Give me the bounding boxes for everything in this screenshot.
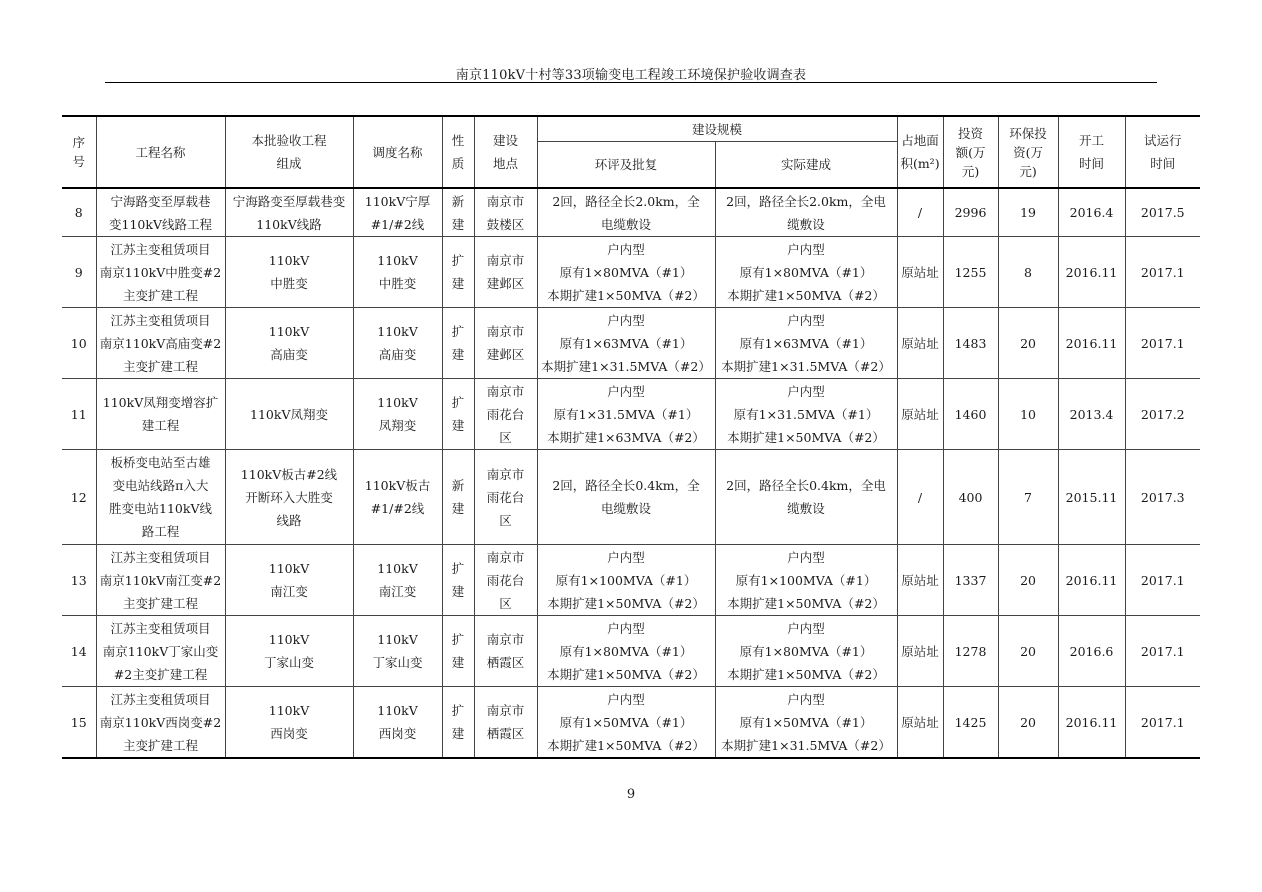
cell-scale-eia: 户内型 原有1×80MVA（#1） 本期扩建1×50MVA（#2） — [537, 616, 715, 687]
cell-investment: 1425 — [943, 687, 998, 759]
cell-location: 南京市 雨花台 区 — [474, 379, 537, 450]
header-location: 建设 地点 — [474, 116, 537, 188]
cell-location: 南京市 雨花台 区 — [474, 450, 537, 545]
header-trial-run: 试运行 时间 — [1125, 116, 1200, 188]
cell-scale-actual: 2回，路径全长2.0km，全电 缆敷设 — [715, 188, 897, 237]
cell-location: 南京市 雨花台 区 — [474, 545, 537, 616]
cell-scale-eia: 户内型 原有1×31.5MVA（#1） 本期扩建1×63MVA（#2） — [537, 379, 715, 450]
cell-scale-actual: 户内型 原有1×50MVA（#1） 本期扩建1×31.5MVA（#2） — [715, 687, 897, 759]
cell-land-area: 原站址 — [897, 379, 943, 450]
cell-composition: 110kV 丁家山变 — [225, 616, 353, 687]
cell-composition: 110kV 高庙变 — [225, 308, 353, 379]
cell-env-investment: 19 — [998, 188, 1058, 237]
cell-project-name: 板桥变电站至古雄 变电站线路π入大 胜变电站110kV线 路工程 — [96, 450, 225, 545]
cell-dispatch-name: 110kV 南江变 — [353, 545, 442, 616]
cell-land-area: 原站址 — [897, 308, 943, 379]
cell-seq: 8 — [62, 188, 96, 237]
table-row — [62, 379, 1200, 450]
cell-composition: 110kV 南江变 — [225, 545, 353, 616]
header-dispatch-name: 调度名称 — [353, 116, 442, 188]
cell-start: 2016.11 — [1058, 308, 1125, 379]
cell-nature: 新 建 — [442, 450, 474, 545]
cell-location: 南京市 栖霞区 — [474, 616, 537, 687]
cell-env-investment: 20 — [998, 308, 1058, 379]
cell-nature: 扩 建 — [442, 308, 474, 379]
cell-land-area: / — [897, 450, 943, 545]
cell-trial-run: 2017.2 — [1125, 379, 1200, 450]
cell-composition: 宁海路变至厚载巷变 110kV线路 — [225, 188, 353, 237]
cell-start: 2016.11 — [1058, 545, 1125, 616]
cell-env-investment: 10 — [998, 379, 1058, 450]
cell-trial-run: 2017.1 — [1125, 616, 1200, 687]
page-number: 9 — [626, 787, 636, 802]
cell-seq: 11 — [62, 379, 96, 450]
header-scale: 建设规模 — [537, 116, 897, 142]
header-scale-eia: 环评及批复 — [537, 142, 715, 189]
cell-nature: 扩 建 — [442, 545, 474, 616]
cell-project-name: 江苏主变租赁项目 南京110kV丁家山变 #2主变扩建工程 — [96, 616, 225, 687]
cell-project-name: 江苏主变租赁项目 南京110kV西岗变#2 主变扩建工程 — [96, 687, 225, 759]
header-seq: 序 号 — [62, 116, 96, 188]
cell-env-investment: 7 — [998, 450, 1058, 545]
cell-location: 南京市 鼓楼区 — [474, 188, 537, 237]
cell-scale-actual: 户内型 原有1×31.5MVA（#1） 本期扩建1×50MVA（#2） — [715, 379, 897, 450]
cell-composition: 110kV 西岗变 — [225, 687, 353, 759]
cell-seq: 14 — [62, 616, 96, 687]
table-header — [62, 116, 1200, 188]
cell-trial-run: 2017.1 — [1125, 308, 1200, 379]
cell-investment: 400 — [943, 450, 998, 545]
header-nature: 性 质 — [442, 116, 474, 188]
cell-nature: 扩 建 — [442, 687, 474, 759]
cell-investment: 2996 — [943, 188, 998, 237]
cell-nature: 扩 建 — [442, 616, 474, 687]
cell-location: 南京市 建邺区 — [474, 237, 537, 308]
cell-env-investment: 20 — [998, 545, 1058, 616]
table-row — [62, 237, 1200, 308]
cell-location: 南京市 栖霞区 — [474, 687, 537, 759]
cell-start: 2016.11 — [1058, 687, 1125, 759]
cell-trial-run: 2017.3 — [1125, 450, 1200, 545]
cell-scale-eia: 户内型 原有1×100MVA（#1） 本期扩建1×50MVA（#2） — [537, 545, 715, 616]
table-row — [62, 188, 1200, 237]
cell-project-name: 江苏主变租赁项目 南京110kV中胜变#2 主变扩建工程 — [96, 237, 225, 308]
cell-env-investment: 8 — [998, 237, 1058, 308]
table-row — [62, 450, 1200, 545]
cell-investment: 1337 — [943, 545, 998, 616]
cell-land-area: 原站址 — [897, 616, 943, 687]
cell-seq: 9 — [62, 237, 96, 308]
table-row — [62, 687, 1200, 759]
cell-trial-run: 2017.5 — [1125, 188, 1200, 237]
header-composition: 本批验收工程 组成 — [225, 116, 353, 188]
cell-project-name: 110kV凤翔变增容扩 建工程 — [96, 379, 225, 450]
cell-start: 2015.11 — [1058, 450, 1125, 545]
cell-scale-actual: 户内型 原有1×100MVA（#1） 本期扩建1×50MVA（#2） — [715, 545, 897, 616]
table-row — [62, 308, 1200, 379]
cell-start: 2016.6 — [1058, 616, 1125, 687]
cell-project-name: 宁海路变至厚载巷 变110kV线路工程 — [96, 188, 225, 237]
cell-env-investment: 20 — [998, 616, 1058, 687]
header-investment: 投资 额(万 元) — [943, 116, 998, 188]
cell-dispatch-name: 110kV 丁家山变 — [353, 616, 442, 687]
cell-composition: 110kV 中胜变 — [225, 237, 353, 308]
cell-land-area: / — [897, 188, 943, 237]
cell-investment: 1460 — [943, 379, 998, 450]
cell-scale-actual: 户内型 原有1×80MVA（#1） 本期扩建1×50MVA（#2） — [715, 616, 897, 687]
cell-scale-eia: 户内型 原有1×80MVA（#1） 本期扩建1×50MVA（#2） — [537, 237, 715, 308]
cell-land-area: 原站址 — [897, 687, 943, 759]
cell-dispatch-name: 110kV 中胜变 — [353, 237, 442, 308]
cell-project-name: 江苏主变租赁项目 南京110kV南江变#2 主变扩建工程 — [96, 545, 225, 616]
cell-composition: 110kV凤翔变 — [225, 379, 353, 450]
cell-scale-actual: 2回，路径全长0.4km，全电 缆敷设 — [715, 450, 897, 545]
cell-scale-eia: 户内型 原有1×50MVA（#1） 本期扩建1×50MVA（#2） — [537, 687, 715, 759]
cell-seq: 15 — [62, 687, 96, 759]
cell-composition: 110kV板古#2线 开断环入大胜变 线路 — [225, 450, 353, 545]
cell-trial-run: 2017.1 — [1125, 687, 1200, 759]
cell-land-area: 原站址 — [897, 237, 943, 308]
header-rule — [105, 82, 1157, 83]
table-body — [62, 188, 1200, 758]
cell-nature: 扩 建 — [442, 237, 474, 308]
cell-env-investment: 20 — [998, 687, 1058, 759]
cell-dispatch-name: 110kV 高庙变 — [353, 308, 442, 379]
cell-trial-run: 2017.1 — [1125, 545, 1200, 616]
header-project-name: 工程名称 — [96, 116, 225, 188]
cell-scale-eia: 户内型 原有1×63MVA（#1） 本期扩建1×31.5MVA（#2） — [537, 308, 715, 379]
cell-start: 2013.4 — [1058, 379, 1125, 450]
header-start: 开工 时间 — [1058, 116, 1125, 188]
header-scale-actual: 实际建成 — [715, 142, 897, 189]
cell-seq: 13 — [62, 545, 96, 616]
header-land-area: 占地面 积(m²) — [897, 116, 943, 188]
running-header: 南京110kV十村等33项输变电工程竣工环境保护验收调查表 — [455, 68, 807, 83]
cell-dispatch-name: 110kV板古 #1/#2线 — [353, 450, 442, 545]
cell-scale-actual: 户内型 原有1×80MVA（#1） 本期扩建1×50MVA（#2） — [715, 237, 897, 308]
cell-scale-actual: 户内型 原有1×63MVA（#1） 本期扩建1×31.5MVA（#2） — [715, 308, 897, 379]
table-row — [62, 545, 1200, 616]
cell-start: 2016.11 — [1058, 237, 1125, 308]
table-row — [62, 616, 1200, 687]
cell-project-name: 江苏主变租赁项目 南京110kV高庙变#2 主变扩建工程 — [96, 308, 225, 379]
header-env-investment: 环保投 资(万 元) — [998, 116, 1058, 188]
cell-investment: 1483 — [943, 308, 998, 379]
project-survey-table — [62, 115, 1200, 759]
cell-investment: 1278 — [943, 616, 998, 687]
cell-location: 南京市 建邺区 — [474, 308, 537, 379]
cell-investment: 1255 — [943, 237, 998, 308]
cell-land-area: 原站址 — [897, 545, 943, 616]
cell-dispatch-name: 110kV宁厚 #1/#2线 — [353, 188, 442, 237]
cell-trial-run: 2017.1 — [1125, 237, 1200, 308]
cell-nature: 扩 建 — [442, 379, 474, 450]
cell-start: 2016.4 — [1058, 188, 1125, 237]
cell-dispatch-name: 110kV 凤翔变 — [353, 379, 442, 450]
cell-nature: 新 建 — [442, 188, 474, 237]
cell-seq: 10 — [62, 308, 96, 379]
cell-dispatch-name: 110kV 西岗变 — [353, 687, 442, 759]
cell-seq: 12 — [62, 450, 96, 545]
cell-scale-eia: 2回，路径全长2.0km，全 电缆敷设 — [537, 188, 715, 237]
cell-scale-eia: 2回，路径全长0.4km，全 电缆敷设 — [537, 450, 715, 545]
